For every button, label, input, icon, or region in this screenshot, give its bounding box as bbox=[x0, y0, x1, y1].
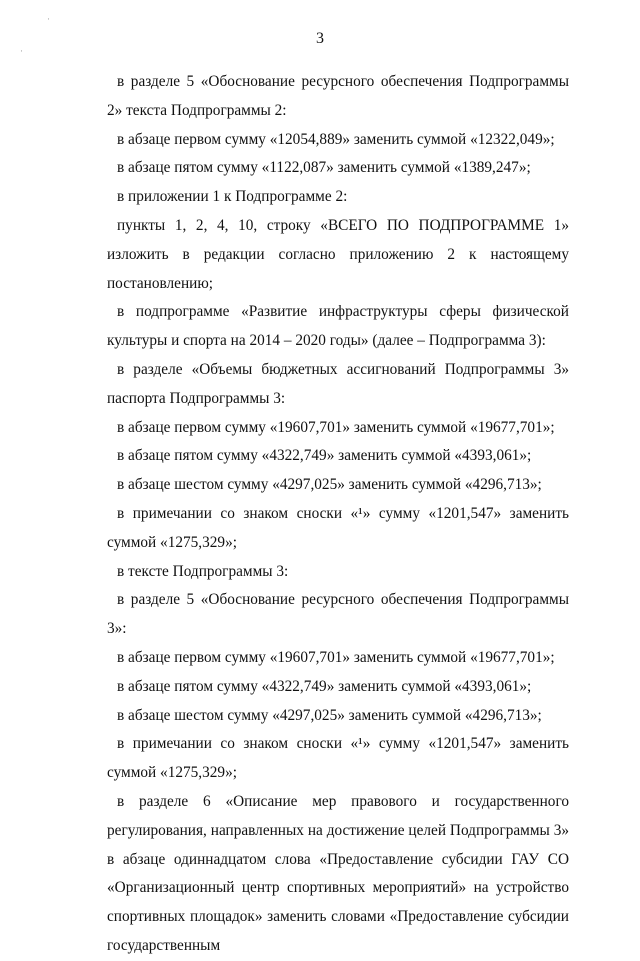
paragraph: пункты 1, 2, 4, 10, строку «ВСЕГО ПО ПОДПРОГРАММЕ 1» изложить в редакции согласно приложению 2 к настоящему постановлению; bbox=[107, 216, 569, 292]
paragraph: в абзаце шестом сумму «4297,025» заменить суммой «4296,713»; bbox=[117, 706, 542, 724]
paragraph: в примечании со знаком сноски «¹» сумму «1201,547» заменить суммой «1275,329»; bbox=[107, 504, 569, 551]
paragraph: в разделе 6 «Описание мер правового и государственного регулирования, направленных на достижение целей Подпрограммы 3» в абзаце одиннадцатом слова «Предоставление субсидии ГАУ СО «Организационный центр спортивных мероприятий» на устройство спортивных площадок» заменить словами «Предоставление субсидии государственным bbox=[107, 792, 569, 954]
paragraph: в абзаце пятом сумму «4322,749» заменить суммой «4393,061»; bbox=[117, 447, 532, 465]
paragraph: в разделе 5 «Обоснование ресурсного обеспечения Подпрограммы 3»: bbox=[107, 591, 569, 638]
paragraph: в абзаце шестом сумму «4297,025» заменить суммой «4296,713»; bbox=[117, 476, 542, 494]
paragraph: в примечании со знаком сноски «¹» сумму «1201,547» заменить суммой «1275,329»; bbox=[107, 735, 569, 782]
paragraph: в абзаце пятом сумму «1122,087» заменить суммой «1389,247»; bbox=[117, 159, 531, 177]
paragraph: в абзаце первом сумму «19607,701» заменить суммой «19677,701»; bbox=[117, 648, 555, 666]
document-body bbox=[107, 68, 569, 961]
paragraph: в тексте Подпрограммы 3: bbox=[117, 562, 289, 580]
paragraph: в абзаце пятом сумму «4322,749» заменить суммой «4393,061»; bbox=[117, 677, 532, 695]
paragraph: в абзаце первом сумму «12054,889» заменить суммой «12322,049»; bbox=[117, 130, 555, 148]
page-number: 3 bbox=[316, 30, 324, 47]
paragraph: в разделе 5 «Обоснование ресурсного обеспечения Подпрограммы 2» текста Подпрограммы 2: bbox=[107, 73, 569, 119]
paragraph: в подпрограмме «Развитие инфраструктуры сферы физической культуры и спорта на 2014 – 2020 годы» (далее – Подпрограмма 3): bbox=[107, 303, 569, 350]
paragraph: в разделе «Объемы бюджетных ассигнований Подпрограммы 3» паспорта Подпрограммы 3: bbox=[107, 360, 569, 407]
paragraph: в абзаце первом сумму «19607,701» заменить суммой «19677,701»; bbox=[117, 418, 555, 436]
scan-speck: · bbox=[20, 46, 23, 56]
paragraph: в приложении 1 к Подпрограмме 2: bbox=[117, 188, 348, 206]
scan-speck: · bbox=[47, 14, 50, 24]
